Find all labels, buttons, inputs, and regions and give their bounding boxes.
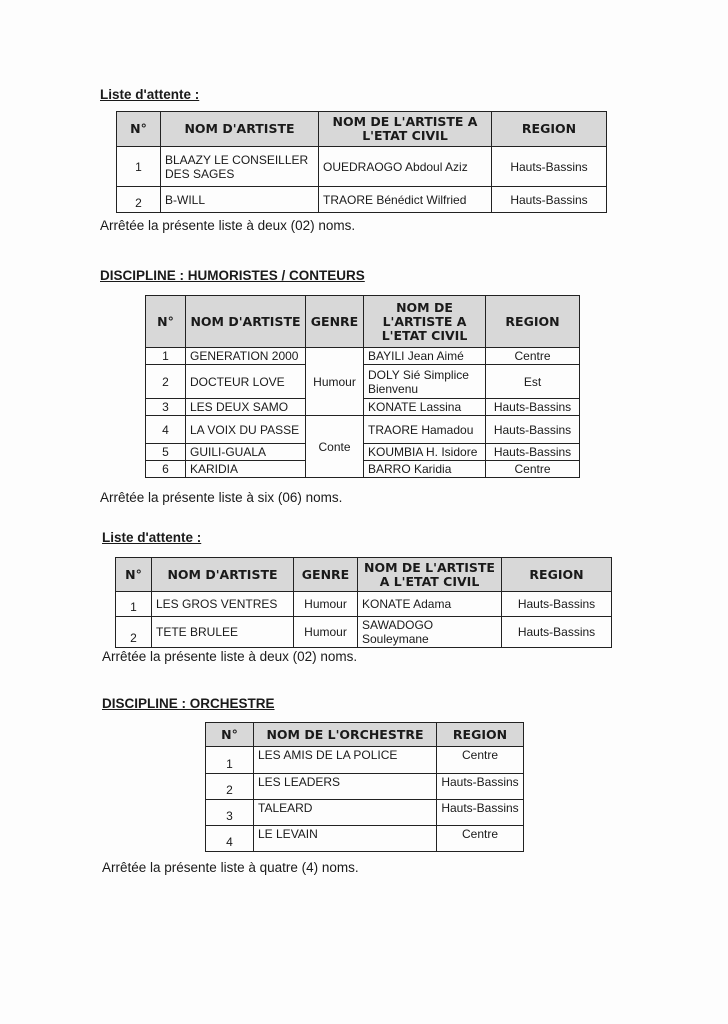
civil-name: DOLY Sié Simplice Bienvenu <box>364 365 486 399</box>
region: Hauts-Bassins <box>492 147 607 187</box>
orchestre-heading: DISCIPLINE : ORCHESTRE <box>102 696 275 711</box>
row-number: 1 <box>116 592 152 617</box>
waitlist-2-table <box>115 557 612 648</box>
orchestre-table <box>205 722 524 852</box>
region: Centre <box>437 747 524 774</box>
civil-name: KONATE Lassina <box>364 399 486 416</box>
humoristes-heading: DISCIPLINE : HUMORISTES / CONTEURS <box>100 268 365 283</box>
artist-name: LES GROS VENTRES <box>152 592 294 617</box>
civil-name: SAWADOGO Souleymane <box>358 617 502 648</box>
artist-name: GUILI-GUALA <box>186 444 306 461</box>
col-header-civil-name: NOM DE L'ARTISTE A L'ETAT CIVIL <box>358 558 502 592</box>
civil-name: KOUMBIA H. Isidore <box>364 444 486 461</box>
col-header-region: REGION <box>437 723 524 747</box>
artist-name: TETE BRULEE <box>152 617 294 648</box>
table-header-row <box>117 112 607 147</box>
region: Hauts-Bassins <box>492 187 607 213</box>
table-row <box>117 187 607 213</box>
col-header-orchestra-name: NOM DE L'ORCHESTRE <box>254 723 437 747</box>
table-row <box>117 147 607 187</box>
col-header-artist-name: NOM D'ARTISTE <box>186 296 306 348</box>
region: Hauts-Bassins <box>502 592 612 617</box>
civil-name: TRAORE Bénédict Wilfried <box>319 187 492 213</box>
table-row <box>206 826 524 852</box>
region: Hauts-Bassins <box>437 774 524 800</box>
table-header-row <box>116 558 612 592</box>
genre: Humour <box>294 592 358 617</box>
artist-name: DOCTEUR LOVE <box>186 365 306 399</box>
col-header-number: N° <box>206 723 254 747</box>
civil-name: BAYILI Jean Aimé <box>364 348 486 365</box>
col-header-civil-name: NOM DE L'ARTISTE A L'ETAT CIVIL <box>319 112 492 147</box>
col-header-number: N° <box>116 558 152 592</box>
row-number: 3 <box>146 399 186 416</box>
region: Hauts-Bassins <box>502 617 612 648</box>
artist-name: GENERATION 2000 <box>186 348 306 365</box>
genre: Humour <box>294 617 358 648</box>
row-number: 2 <box>206 774 254 800</box>
col-header-number: N° <box>117 112 161 147</box>
civil-name: TRAORE Hamadou <box>364 416 486 444</box>
artist-name: B-WILL <box>161 187 319 213</box>
artist-name: LES DEUX SAMO <box>186 399 306 416</box>
table-row <box>116 592 612 617</box>
row-number: 4 <box>206 826 254 852</box>
col-header-genre: GENRE <box>306 296 364 348</box>
row-number: 4 <box>146 416 186 444</box>
col-header-artist-name: NOM D'ARTISTE <box>161 112 319 147</box>
row-number: 2 <box>117 187 161 213</box>
waitlist-2-note: Arrêtée la présente liste à deux (02) noms. <box>102 649 358 664</box>
waitlist-1-note: Arrêtée la présente liste à deux (02) noms. <box>100 218 356 233</box>
col-header-civil-name: NOM DE L'ARTISTE A L'ETAT CIVIL <box>364 296 486 348</box>
col-header-region: REGION <box>486 296 580 348</box>
row-number: 1 <box>146 348 186 365</box>
humoristes-note: Arrêtée la présente liste à six (06) noms. <box>100 490 343 505</box>
table-row <box>146 348 580 365</box>
col-header-number: N° <box>146 296 186 348</box>
table-header-row <box>146 296 580 348</box>
artist-name: BLAAZY LE CONSEILLER DES SAGES <box>161 147 319 187</box>
table-row <box>206 800 524 826</box>
artist-name: KARIDIA <box>186 461 306 478</box>
civil-name: KONATE Adama <box>358 592 502 617</box>
table-row <box>116 617 612 648</box>
orchestra-name: LE LEVAIN <box>254 826 437 852</box>
humoristes-table <box>145 295 580 478</box>
waitlist-1-heading: Liste d'attente : <box>100 87 200 102</box>
row-number: 2 <box>116 617 152 648</box>
table-row <box>206 774 524 800</box>
region: Centre <box>437 826 524 852</box>
table-header-row <box>206 723 524 747</box>
col-header-artist-name: NOM D'ARTISTE <box>152 558 294 592</box>
row-number: 2 <box>146 365 186 399</box>
civil-name: BARRO Karidia <box>364 461 486 478</box>
row-number: 6 <box>146 461 186 478</box>
civil-name: OUEDRAOGO Abdoul Aziz <box>319 147 492 187</box>
col-header-genre: GENRE <box>294 558 358 592</box>
row-number: 1 <box>117 147 161 187</box>
row-number: 1 <box>206 747 254 774</box>
genre-humour: Humour <box>306 348 364 416</box>
region: Hauts-Bassins <box>486 399 580 416</box>
region: Centre <box>486 348 580 365</box>
region: Est <box>486 365 580 399</box>
waitlist-1-table <box>116 111 607 213</box>
col-header-region: REGION <box>502 558 612 592</box>
table-row <box>206 747 524 774</box>
artist-name: LA VOIX DU PASSE <box>186 416 306 444</box>
row-number: 3 <box>206 800 254 826</box>
row-number: 5 <box>146 444 186 461</box>
region: Centre <box>486 461 580 478</box>
region: Hauts-Bassins <box>437 800 524 826</box>
col-header-region: REGION <box>492 112 607 147</box>
orchestre-note: Arrêtée la présente liste à quatre (4) noms. <box>102 860 359 875</box>
genre-conte: Conte <box>306 416 364 478</box>
region: Hauts-Bassins <box>486 444 580 461</box>
orchestra-name: LES LEADERS <box>254 774 437 800</box>
orchestra-name: TALEARD <box>254 800 437 826</box>
waitlist-2-heading: Liste d'attente : <box>102 530 202 545</box>
region: Hauts-Bassins <box>486 416 580 444</box>
table-row <box>146 416 580 444</box>
orchestra-name: LES AMIS DE LA POLICE <box>254 747 437 774</box>
